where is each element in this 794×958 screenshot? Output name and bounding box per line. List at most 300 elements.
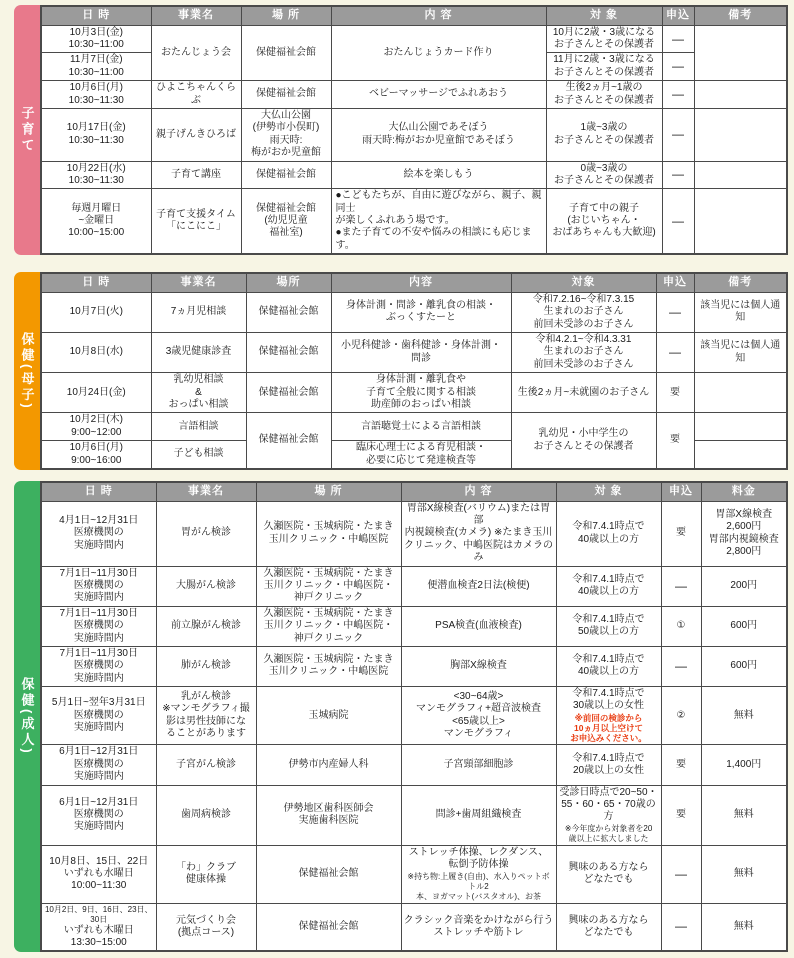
cell-program: [151, 25, 241, 81]
cell-content: [401, 501, 556, 566]
column-header-place: 場 所: [256, 482, 401, 501]
cell-place: [256, 687, 401, 745]
cell-line: 雨天時:: [269, 134, 303, 146]
cell-line: 0歳~3歳の: [580, 162, 628, 174]
cell-program: [151, 108, 241, 161]
cell-line: ※今年度から対象者を20: [564, 823, 653, 833]
cell-line: 10月2日(木): [69, 414, 123, 426]
cell-line: 6月1日~12月31日: [59, 796, 139, 808]
cell-remarks: [694, 373, 787, 413]
cell-line: 大仏山公園: [261, 109, 311, 121]
column-header-remarks: 備考: [694, 6, 787, 25]
cell-apply: [661, 845, 701, 903]
cell-apply: [661, 785, 701, 845]
cell-line: 10:30~11:30: [68, 134, 124, 146]
cell-line: 医療機関の: [73, 758, 124, 770]
cell-line: 7月1日~11月30日: [59, 567, 138, 579]
cell-line: 10月6日(月): [69, 442, 123, 454]
cell-line: 医療機関の: [73, 709, 124, 721]
cell-line: 令和7.4.1時点で: [572, 688, 645, 700]
cell-line: 5月1日~翌年3月31日: [51, 697, 146, 709]
cell-line: 保健福祉会館: [298, 867, 359, 879]
cell-line: おたんじょうカード作り: [383, 46, 494, 58]
cell-line: 該当児には個人通知: [700, 300, 781, 324]
cell-line: 10:30~11:00: [68, 66, 124, 78]
cell-line: 玉川クリニック・中嶋医院: [268, 533, 389, 545]
column-header-target: 対 象: [556, 482, 661, 501]
cell-apply: [662, 53, 694, 81]
cell-line: 11月7日(金): [69, 54, 123, 66]
cell-line: 200円: [730, 579, 758, 591]
cell-line: 子宮がん検診: [176, 758, 236, 770]
cell-line: マンモグラフィ: [443, 728, 514, 740]
cell-line: 前立腺がん検診: [171, 620, 241, 632]
cell-target: [546, 81, 662, 109]
cell-line: 実施時間内: [73, 771, 124, 783]
cell-line: お子さんとその保護者: [554, 66, 654, 78]
cell-target: [511, 373, 656, 413]
section-childcare: [14, 5, 786, 255]
cell-line: 胃がん検診: [181, 527, 231, 539]
cell-line: 保健福祉会館: [258, 306, 319, 318]
column-header-datetime: 日 時: [41, 6, 151, 25]
cell-line: (幼児児童: [264, 215, 308, 227]
cell-program: [151, 373, 246, 413]
cell-target: [546, 189, 662, 254]
cell-program: [156, 646, 256, 686]
cell-datetime: [41, 333, 151, 373]
cell-line: ―: [672, 31, 684, 46]
cell-line: 大仏山公園であそぼう: [388, 122, 489, 134]
cell-place: [246, 413, 331, 469]
cell-target: [546, 161, 662, 189]
cell-line: おたんじょう会: [161, 46, 231, 58]
cell-line: 助産師のおっぱい相談: [371, 399, 471, 411]
cell-program: [156, 903, 256, 951]
cell-remarks: [694, 292, 787, 332]
cell-target: [556, 606, 661, 646]
cell-line: 無料: [733, 867, 754, 879]
column-header-target: 対 象: [546, 6, 662, 25]
cell-fee: [701, 501, 787, 566]
cell-line: 実施時間内: [73, 632, 124, 644]
cell-line: 言語相談: [178, 420, 219, 432]
cell-fee: [701, 566, 787, 606]
cell-line: 要: [676, 527, 686, 539]
cell-target: [546, 53, 662, 81]
cell-line: ●こどもたちが、自由に遊びながら、親子、親同士: [335, 190, 542, 214]
cell-line: ぶっくすたーと: [386, 312, 456, 324]
cell-datetime: [41, 903, 156, 951]
cell-line: 子育て講座: [171, 168, 221, 180]
cell-line: 問診+歯周組織検査: [435, 808, 522, 820]
cell-datetime: [41, 53, 151, 81]
cell-line: 55・60・65・70歳の方: [561, 798, 656, 823]
cell-program: [151, 333, 246, 373]
column-header-target: 対象: [511, 273, 656, 292]
cell-content: [331, 161, 546, 189]
cell-line: クリニック、中嶋医院はカメラのみ: [404, 539, 553, 564]
cell-line: 前回未受診のお子さん: [533, 318, 634, 330]
column-header-place: 場 所: [241, 6, 331, 25]
cell-apply: [656, 333, 694, 373]
cell-place: [246, 333, 331, 373]
cell-fee: [701, 687, 787, 745]
cell-line: 「わ」クラブ: [176, 861, 236, 873]
cell-program: [151, 161, 241, 189]
cell-line: 無料: [733, 808, 754, 820]
cell-line: 要: [670, 386, 680, 398]
cell-line: 該当児には個人通知: [700, 340, 781, 364]
cell-line: 2,600円: [726, 521, 762, 533]
cell-target: [556, 903, 661, 951]
cell-line: 7ヵ月児相談: [170, 306, 227, 318]
cell-line: (拠点コース): [177, 926, 235, 938]
cell-line: 10ヵ月以上空けて: [574, 723, 643, 734]
cell-program: [151, 81, 241, 109]
cell-remarks: [694, 161, 787, 189]
column-header-apply: 申込: [661, 482, 701, 501]
cell-datetime: [41, 108, 151, 161]
cell-content: [401, 903, 556, 951]
cell-content: [331, 189, 546, 254]
cell-line: 10:30~11:30: [68, 94, 124, 106]
cell-place: [246, 292, 331, 332]
cell-line: 元気づくり会: [176, 914, 236, 926]
cell-line: お子さんとその保護者: [533, 440, 634, 452]
cell-line: 令和7.2.16~令和7.3.15: [532, 293, 635, 305]
cell-line: 9:00~12:00: [71, 426, 122, 438]
cell-line: ―: [672, 87, 684, 102]
cell-line: 4月1日~12月31日: [59, 514, 139, 526]
cell-content: [401, 687, 556, 745]
cell-place: [256, 646, 401, 686]
cell-line: ~金曜日: [78, 215, 115, 227]
cell-datetime: [41, 606, 156, 646]
column-header-remarks: 備考: [694, 273, 787, 292]
section-label-health-adult: 保健(成人): [14, 481, 40, 952]
cell-program: [156, 566, 256, 606]
cell-line: ※マンモグラフィ撮: [162, 703, 250, 715]
cell-datetime: [41, 687, 156, 745]
cell-line: 興味のある方なら: [568, 914, 649, 926]
cell-line: どなたでも: [583, 926, 634, 938]
cell-line: 前回未受診のお子さん: [533, 358, 634, 370]
cell-datetime: [41, 25, 151, 53]
cell-line: いずれも水曜日: [63, 867, 134, 879]
cell-datetime: [41, 373, 151, 413]
cell-target: [556, 785, 661, 845]
cell-content: [401, 646, 556, 686]
cell-line: 10月3日(金): [69, 26, 123, 38]
cell-line: お申込みください。: [570, 733, 647, 744]
cell-target: [546, 108, 662, 161]
cell-line: 子育て全般に関する相談: [366, 386, 476, 398]
cell-line: ストレッチや筋トレ: [433, 926, 524, 938]
cell-line: クラシック音楽をかけながら行う: [403, 914, 554, 926]
cell-line: 絵本を楽しもう: [403, 168, 474, 180]
cell-line: 実施時間内: [73, 821, 124, 833]
cell-apply: [661, 646, 701, 686]
cell-remarks: [694, 441, 787, 469]
schedule-table-0: [40, 5, 788, 255]
column-header-program: 事業名: [156, 482, 256, 501]
cell-place: [241, 108, 331, 161]
cell-content: [331, 441, 511, 469]
cell-line: &: [195, 386, 202, 398]
cell-line: 転倒予防体操: [448, 859, 509, 871]
cell-line: 1,400円: [726, 758, 762, 770]
cell-line: おっぱい相談: [168, 399, 229, 411]
cell-line: 要: [670, 434, 680, 446]
cell-content: [401, 845, 556, 903]
cell-line: 10月に2歳・3歳になる: [552, 26, 656, 38]
cell-target: [511, 292, 656, 332]
cell-line: 臨床心理士による育児相談・: [356, 442, 486, 454]
cell-line: 40歳以上の方: [577, 666, 640, 678]
cell-line: 無料: [733, 920, 754, 932]
health-adult-table-wrap: [40, 481, 788, 952]
cell-target: [556, 845, 661, 903]
cell-line: 胃部X線検査: [715, 508, 773, 520]
cell-line: 医療機関の: [73, 620, 124, 632]
cell-datetime: [41, 501, 156, 566]
cell-place: [241, 81, 331, 109]
cell-target: [546, 25, 662, 53]
cell-line: 令和4.2.1~令和4.3.31: [535, 334, 632, 346]
cell-line: 玉城病院: [308, 709, 349, 721]
cell-line: 保健福祉会館: [256, 202, 316, 214]
cell-line: 神戸クリニック: [293, 592, 364, 604]
cell-program: [156, 606, 256, 646]
cell-remarks: [694, 413, 787, 441]
cell-apply: [661, 501, 701, 566]
cell-line: 600円: [730, 620, 758, 632]
cell-apply: [662, 81, 694, 109]
cell-line: 10月22日(水): [66, 162, 126, 174]
cell-line: 10:30~11:00: [68, 39, 124, 51]
cell-line: 600円: [730, 660, 758, 672]
cell-line: 令和7.4.1時点で: [572, 654, 645, 666]
cell-line: お子さんとその保護者: [554, 39, 654, 51]
cell-line: 内視鏡検査(カメラ) ※たまき玉川: [404, 527, 553, 539]
childcare-table-wrap: [40, 5, 788, 255]
cell-content: [331, 108, 546, 161]
cell-datetime: [41, 413, 151, 441]
cell-line: 保健福祉会館: [258, 386, 319, 398]
cell-line: 「にこにこ」: [166, 221, 226, 233]
cell-fee: [701, 903, 787, 951]
cell-line: 伊勢市内産婦人科: [288, 758, 369, 770]
cell-datetime: [41, 566, 156, 606]
section-health-adult: [14, 481, 786, 952]
cell-line: (おじいちゃん・: [567, 215, 641, 227]
cell-line: 医療機関の: [73, 660, 124, 672]
cell-line: 13:30~15:00: [70, 936, 127, 948]
cell-line: 実施時間内: [73, 672, 124, 684]
cell-datetime: [41, 81, 151, 109]
cell-line: 7月1日~11月30日: [59, 607, 138, 619]
cell-line: 伊勢地区歯科医師会: [283, 802, 374, 814]
cell-line: PSA検査(血液検査): [435, 620, 522, 632]
cell-place: [256, 501, 401, 566]
section-label-health-mother-child: 保健(母子): [14, 272, 40, 470]
cell-line: 10:30~11:30: [68, 174, 124, 186]
cell-remarks: [694, 333, 787, 373]
cell-line: 令和7.4.1時点で: [572, 613, 645, 625]
cell-line: 小児科健診・歯科健診・身体計測・: [341, 340, 501, 352]
cell-apply: [656, 373, 694, 413]
cell-datetime: [41, 292, 151, 332]
cell-program: [151, 413, 246, 441]
cell-program: [151, 292, 246, 332]
cell-line: ―: [672, 127, 684, 142]
cell-line: 受診日時点で20~50・: [559, 786, 658, 798]
cell-place: [256, 903, 401, 951]
cell-line: 保健福祉会館: [256, 168, 316, 180]
cell-line: 2,800円: [726, 545, 762, 557]
cell-line: 40歳以上の方: [577, 586, 640, 598]
cell-line: 10月8日(水): [69, 346, 123, 358]
cell-content: [331, 81, 546, 109]
cell-line: 久瀬医院・玉城病院・たまき: [263, 521, 394, 533]
cell-remarks: [694, 25, 787, 81]
cell-remarks: [694, 108, 787, 161]
cell-line: 要: [676, 808, 686, 820]
cell-line: 必要に応じて発達検査等: [366, 454, 476, 466]
cell-fee: [701, 646, 787, 686]
cell-line: 保健福祉会館: [258, 434, 319, 446]
schedule-table-1: [40, 272, 788, 470]
cell-datetime: [41, 785, 156, 845]
cell-line: 6月1日~12月31日: [59, 746, 139, 758]
cell-line: 10:00~11:30: [71, 880, 127, 892]
cell-program: [156, 501, 256, 566]
cell-line: ―: [675, 919, 687, 934]
cell-target: [556, 745, 661, 785]
cell-line: 3歳児健康診査: [165, 346, 232, 358]
cell-line: おばあちゃんも大歓迎): [552, 227, 656, 239]
cell-content: [331, 333, 511, 373]
cell-line: 30歳以上の女性: [572, 700, 645, 712]
column-header-apply: 申込: [662, 6, 694, 25]
cell-target: [556, 646, 661, 686]
cell-line: 7月1日~11月30日: [59, 647, 138, 659]
cell-place: [246, 373, 331, 413]
cell-line: 生後2ヵ月~未就園のお子さん: [517, 386, 650, 398]
cell-line: 要: [676, 758, 686, 770]
cell-fee: [701, 845, 787, 903]
cell-fee: [701, 745, 787, 785]
cell-content: [401, 606, 556, 646]
cell-line: ―: [669, 345, 681, 360]
cell-datetime: [41, 441, 151, 469]
cell-line: ①: [676, 620, 686, 632]
cell-place: [241, 161, 331, 189]
cell-target: [511, 333, 656, 373]
cell-line: 10月7日(火): [69, 306, 123, 318]
cell-line: 久瀬医院・玉城病院・たまき: [263, 654, 394, 666]
cell-line: 生まれのお子さん: [543, 346, 624, 358]
cell-place: [241, 25, 331, 81]
column-header-datetime: 日 時: [41, 482, 156, 501]
cell-apply: [662, 108, 694, 161]
column-header-program: 事業名: [151, 6, 241, 25]
cell-line: お子さんとその保護者: [554, 94, 654, 106]
cell-line: 生まれのお子さん: [543, 306, 624, 318]
cell-program: [151, 441, 246, 469]
cell-line: 20歳以上の女性: [572, 764, 645, 776]
cell-content: [401, 566, 556, 606]
cell-target: [511, 413, 656, 469]
column-header-place: 場所: [246, 273, 331, 292]
cell-line: ひよこちゃんくらぶ: [156, 82, 236, 106]
cell-line: 玉川クリニック・中嶋医院・: [263, 579, 394, 591]
cell-line: 乳幼児・小中学生の: [538, 428, 629, 440]
cell-apply: [656, 413, 694, 469]
cell-place: [256, 606, 401, 646]
cell-apply: [661, 606, 701, 646]
cell-line: ―: [672, 59, 684, 74]
cell-line: 子育て支援タイム: [156, 208, 236, 220]
cell-program: [151, 189, 241, 254]
cell-line: 歳以上に拡大しました: [568, 833, 649, 843]
cell-line: 医療機関の: [73, 527, 124, 539]
cell-line: 興味のある方なら: [568, 861, 649, 873]
cell-line: 医療機関の: [73, 808, 124, 820]
cell-line: 雨天時:梅がおか児童館であそぼう: [362, 134, 515, 146]
cell-apply: [661, 745, 701, 785]
cell-line: 久瀬医院・玉城病院・たまき: [263, 567, 394, 579]
cell-place: [256, 566, 401, 606]
cell-program: [156, 785, 256, 845]
cell-datetime: [41, 189, 151, 254]
column-header-datetime: 日 時: [41, 273, 151, 292]
cell-line: 実施歯科医院: [298, 815, 359, 827]
cell-line: 50歳以上の方: [577, 626, 640, 638]
cell-place: [241, 189, 331, 254]
cell-line: 実施時間内: [73, 539, 124, 551]
column-header-apply: 申込: [656, 273, 694, 292]
cell-line: が楽しくふれあう場です。: [335, 215, 455, 227]
cell-line: 毎週月曜日: [71, 202, 122, 214]
cell-place: [256, 845, 401, 903]
cell-line: ―: [675, 866, 687, 881]
cell-apply: [662, 189, 694, 254]
cell-line: 福祉室): [269, 227, 303, 239]
cell-content: [401, 785, 556, 845]
column-header-program: 事業名: [151, 273, 246, 292]
cell-fee: [701, 785, 787, 845]
cell-line: 肺がん検診: [181, 660, 231, 672]
cell-place: [256, 785, 401, 845]
cell-line: 本、ヨガマット(バスタオル)、お茶: [415, 891, 541, 901]
cell-line: 身体計測・離乳食や: [376, 374, 466, 386]
health-mother-child-table-wrap: [40, 272, 788, 470]
cell-content: [401, 745, 556, 785]
cell-line: 医療機関の: [73, 579, 124, 591]
cell-line: いずれも木曜日: [63, 924, 134, 936]
cell-apply: [661, 566, 701, 606]
cell-line: ※前回の検診から: [574, 712, 643, 723]
cell-line: 保健福祉会館: [256, 88, 316, 100]
column-header-content: 内 容: [401, 482, 556, 501]
cell-line: 乳がん検診: [181, 690, 231, 702]
cell-line: 保健福祉会館: [258, 346, 319, 358]
cell-line: ―: [669, 305, 681, 320]
cell-line: 大腸がん検診: [176, 579, 236, 591]
cell-line: 影は男性技師にな: [166, 715, 246, 727]
